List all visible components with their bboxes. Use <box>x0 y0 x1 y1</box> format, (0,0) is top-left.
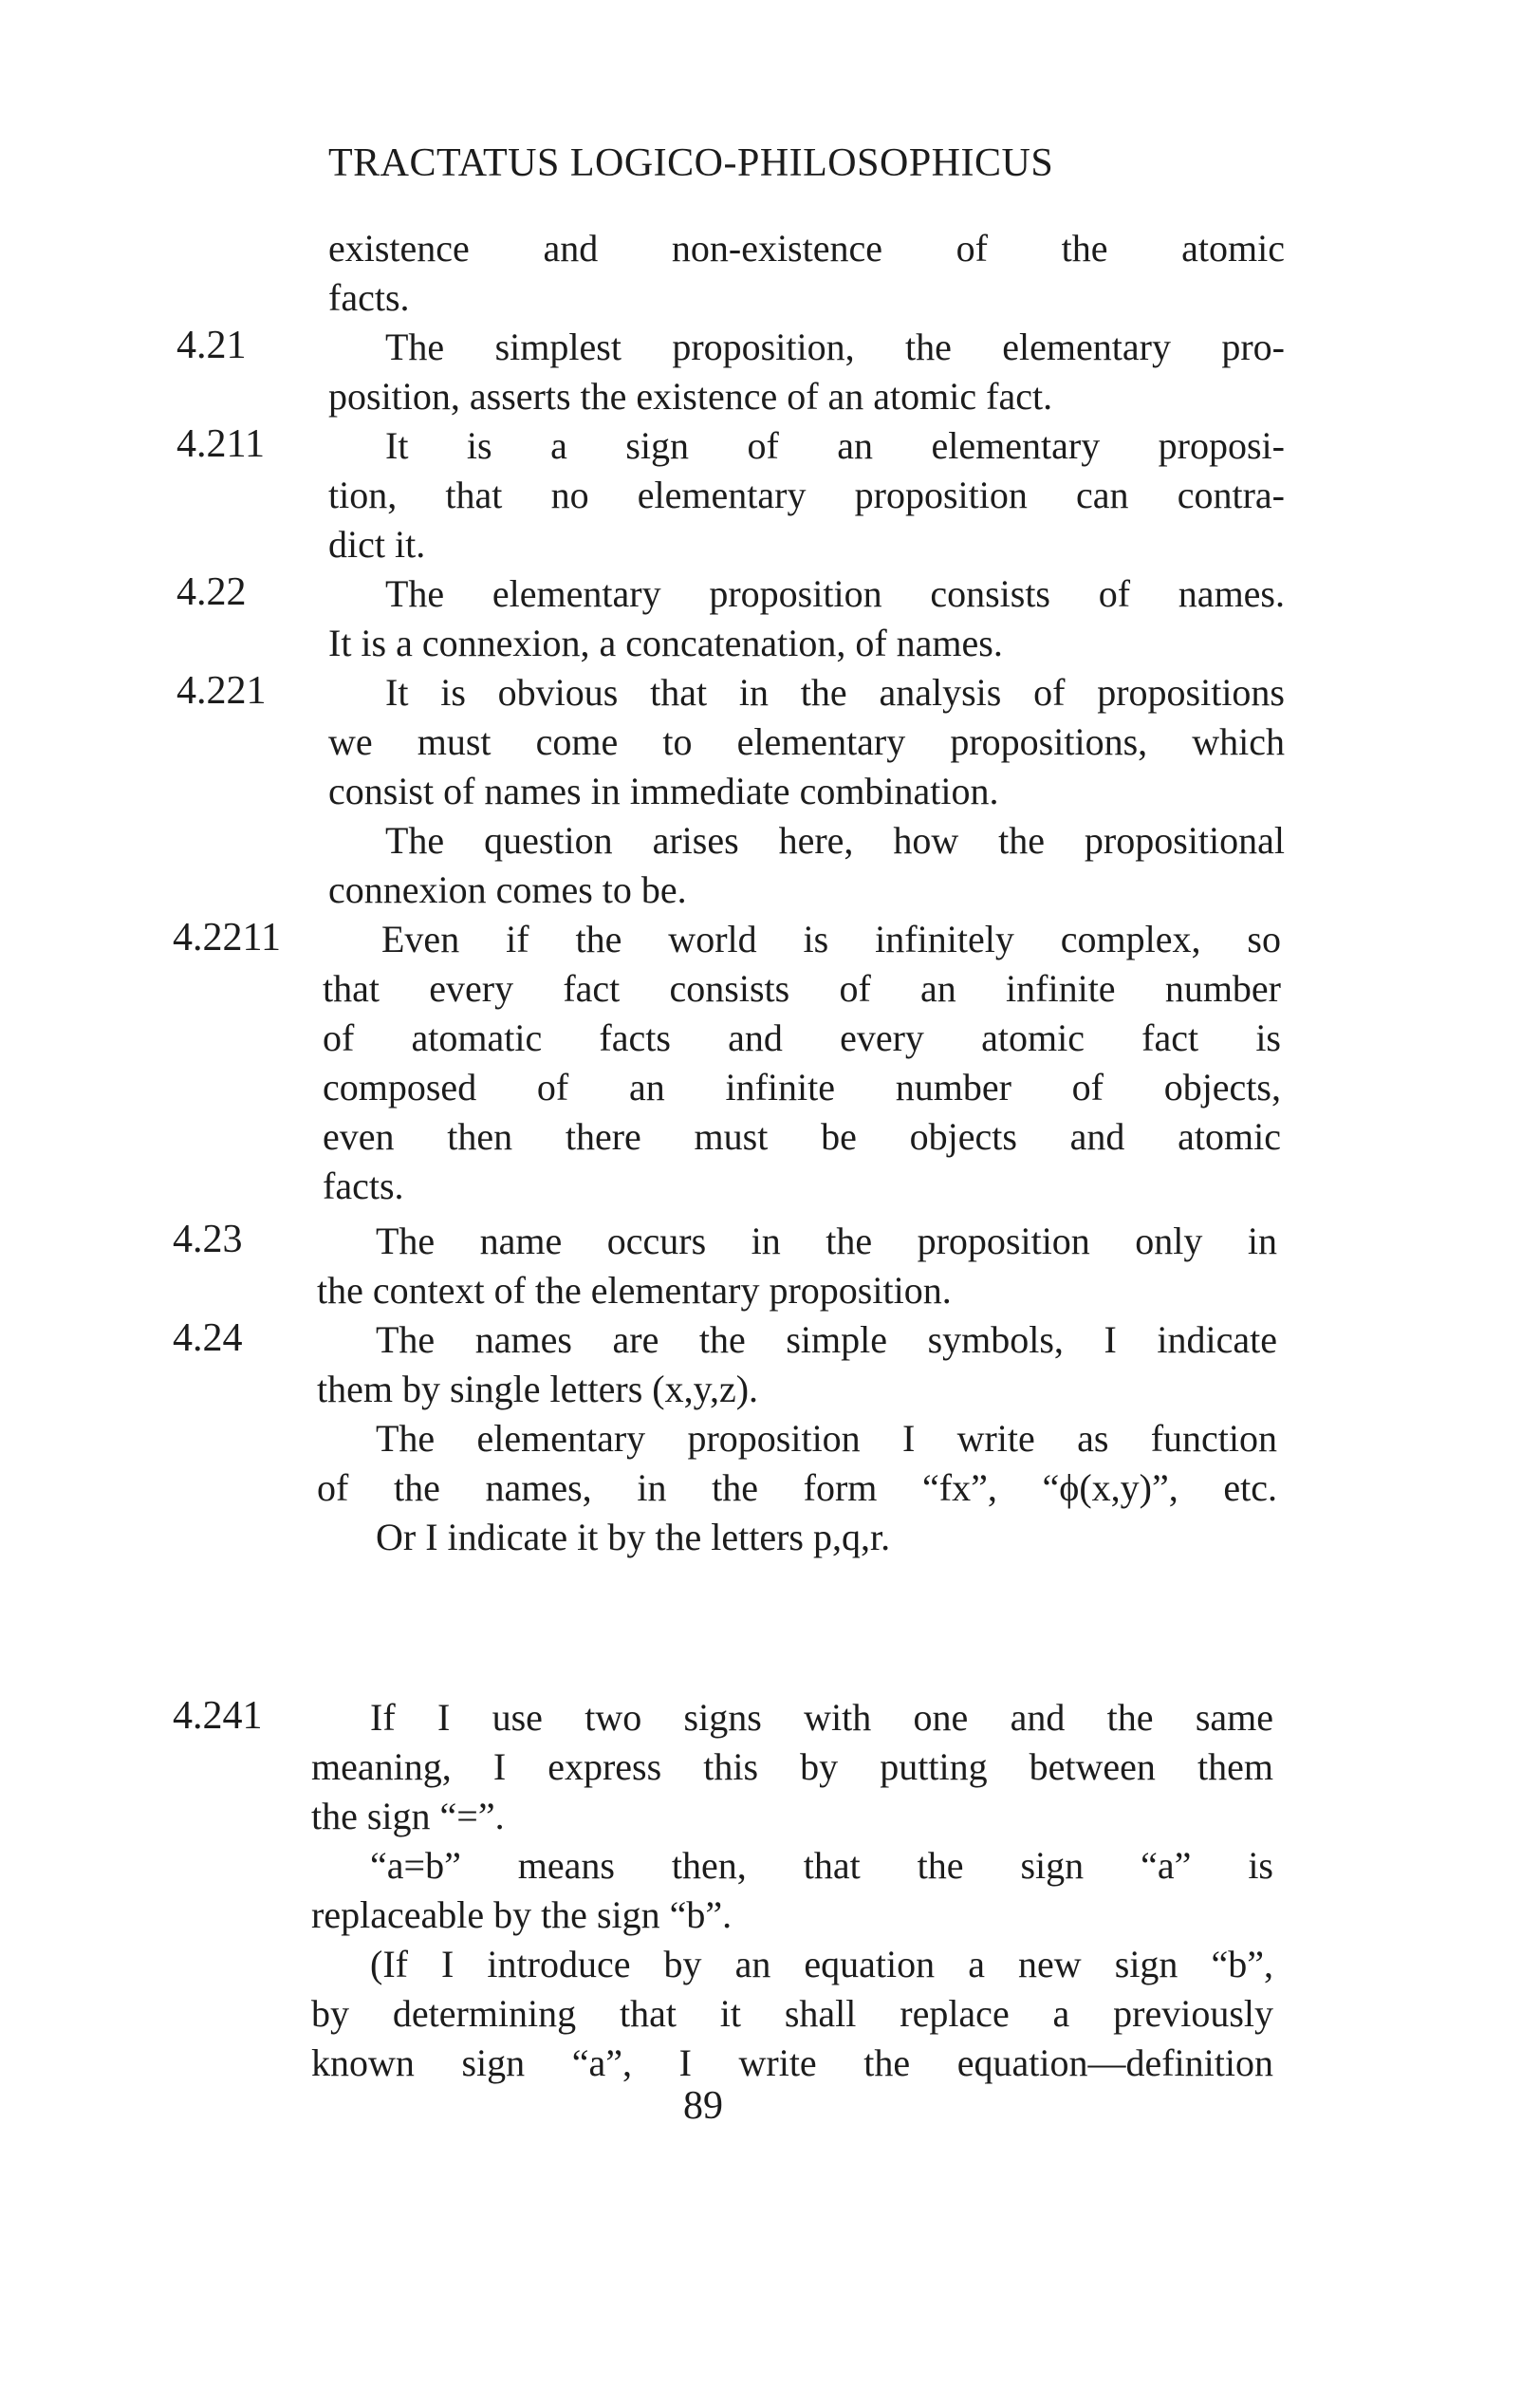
text-line: we must come to elementary propositions, which <box>328 720 1285 763</box>
text-line: tion, that no elementary proposition can contra- <box>328 474 1285 516</box>
section-number: 4.211 <box>176 422 265 466</box>
text-line: It is obvious that in the analysis of propositions <box>385 671 1285 714</box>
text-line: facts. <box>328 276 410 319</box>
text-line: The name occurs in the proposition only in <box>376 1220 1277 1262</box>
text-line: existence and non-existence of the atomic <box>328 227 1285 270</box>
text-line: The question arises here, how the propositional <box>385 819 1285 862</box>
text-line: Or I indicate it by the letters p,q,r. <box>376 1516 891 1558</box>
text-line: composed of an infinite number of objects, <box>323 1066 1281 1109</box>
section-number: 4.24 <box>173 1316 243 1360</box>
text-line: known sign “a”, I write the equation—definition <box>311 2041 1273 2084</box>
text-line: It is a connexion, a concatenation, of names. <box>328 622 1003 664</box>
running-head: TRACTATUS LOGICO-PHILOSOPHICUS <box>328 141 1054 185</box>
text-line: consist of names in immediate combination. <box>328 770 999 812</box>
text-line: facts. <box>323 1165 404 1207</box>
section-number: 4.21 <box>176 324 247 367</box>
text-line: (If I introduce by an equation a new sign “b”, <box>370 1943 1273 1985</box>
section-number: 4.22 <box>176 570 247 614</box>
text-line: that every fact consists of an infinite number <box>323 967 1281 1010</box>
text-line: dict it. <box>328 523 426 566</box>
text-line: The elementary proposition consists of names. <box>385 572 1285 615</box>
text-line: “a=b” means then, that the sign “a” is <box>370 1844 1273 1887</box>
text-line: even then there must be objects and atomic <box>323 1115 1281 1158</box>
section-number: 4.2211 <box>173 916 281 960</box>
text-line: Even if the world is infinitely complex, so <box>381 918 1281 960</box>
text-line: connexion comes to be. <box>328 868 687 911</box>
text-line: of atomatic facts and every atomic fact is <box>323 1016 1281 1059</box>
text-line: by determining that it shall replace a previously <box>311 1992 1273 2035</box>
text-line: the sign “=”. <box>311 1795 505 1837</box>
text-line: The names are the simple symbols, I indicate <box>376 1318 1277 1361</box>
text-line: them by single letters (x,y,z). <box>317 1368 759 1410</box>
page-number: 89 <box>683 2084 723 2128</box>
text-line: If I use two signs with one and the same <box>370 1696 1273 1739</box>
section-number: 4.23 <box>173 1218 243 1261</box>
text-line: the context of the elementary proposition. <box>317 1269 952 1312</box>
text-line: replaceable by the sign “b”. <box>311 1893 733 1936</box>
text-line: The elementary proposition I write as function <box>376 1417 1277 1460</box>
section-number: 4.241 <box>173 1694 263 1738</box>
text-line: It is a sign of an elementary proposi- <box>385 424 1285 467</box>
text-line: of the names, in the form “fx”, “ϕ(x,y)”, etc. <box>317 1466 1277 1509</box>
text-line: The simplest proposition, the elementary pro- <box>385 326 1285 368</box>
text-line: position, asserts the existence of an atomic fact. <box>328 375 1053 418</box>
text-line: meaning, I express this by putting between them <box>311 1745 1273 1788</box>
section-number: 4.221 <box>176 669 267 713</box>
